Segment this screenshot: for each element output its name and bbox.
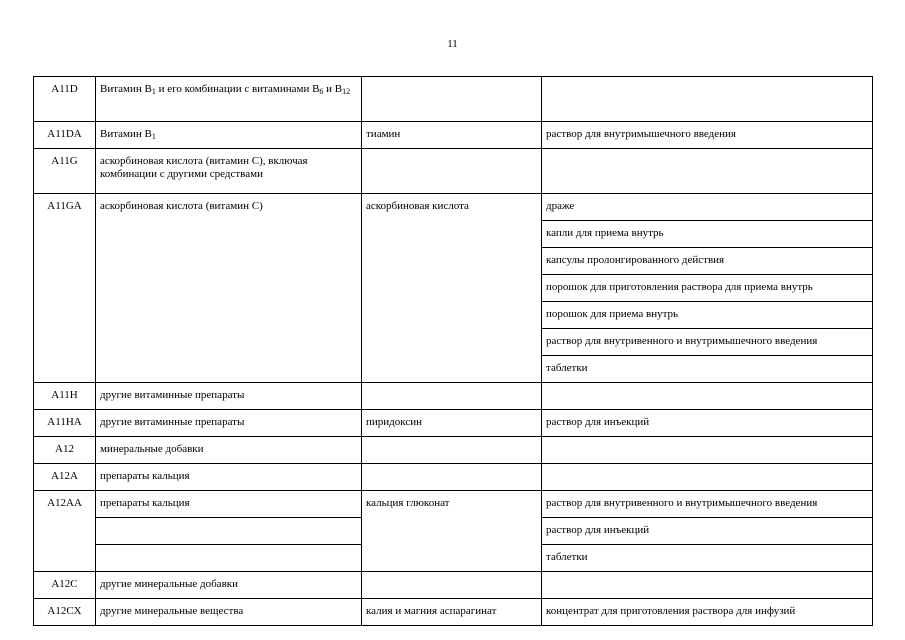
form-cell: капсулы пролонгированного действия xyxy=(542,248,873,275)
form-cell: раствор для внутривенного и внутримышечного введения xyxy=(542,491,873,518)
form-cell: раствор для инъекций xyxy=(542,518,873,545)
form-cell xyxy=(542,77,873,122)
group-name-empty xyxy=(96,518,362,545)
inn-cell: тиамин xyxy=(362,122,542,149)
table-row xyxy=(34,599,873,626)
subscript: 12 xyxy=(342,87,351,96)
inn-cell xyxy=(362,572,542,599)
page-number: 11 xyxy=(447,38,458,50)
group-name: другие минеральные вещества xyxy=(96,599,362,626)
table-row xyxy=(34,464,873,491)
name-part: Витамин B xyxy=(100,83,152,95)
subscript: 1 xyxy=(151,87,156,96)
table-row xyxy=(34,572,873,599)
form-cell xyxy=(542,383,873,410)
atc-code: A11G xyxy=(34,149,96,194)
group-name: минеральные добавки xyxy=(96,437,362,464)
atc-code: A12AA xyxy=(34,491,96,572)
subscript: 1 xyxy=(151,132,156,141)
form-cell: таблетки xyxy=(542,356,873,383)
atc-code: A11GA xyxy=(34,194,96,383)
form-cell: раствор для внутривенного и внутримышечного введения xyxy=(542,329,873,356)
form-cell: порошок для приема внутрь xyxy=(542,302,873,329)
group-name-empty xyxy=(96,545,362,572)
name-part: и его комбинации с витаминами B xyxy=(155,83,320,95)
group-name: другие минеральные добавки xyxy=(96,572,362,599)
atc-code: A12A xyxy=(34,464,96,491)
group-name: аскорбиновая кислота (витамин С) xyxy=(96,194,362,383)
table-row xyxy=(34,491,873,518)
name-part: и B xyxy=(323,83,343,95)
atc-code: A12CX xyxy=(34,599,96,626)
inn-cell: кальция глюконат xyxy=(362,491,542,572)
form-cell: раствор для внутримышечного введения xyxy=(542,122,873,149)
atc-code: A11DA xyxy=(34,122,96,149)
table-row xyxy=(34,410,873,437)
group-name: другие витаминные препараты xyxy=(96,410,362,437)
group-name: препараты кальция xyxy=(96,464,362,491)
inn-cell xyxy=(362,464,542,491)
table-row xyxy=(34,77,873,122)
table-row xyxy=(34,383,873,410)
group-name: другие витаминные препараты xyxy=(96,383,362,410)
inn-cell: пиридоксин xyxy=(362,410,542,437)
group-name xyxy=(96,122,362,149)
table-row xyxy=(34,149,873,194)
form-cell: порошок для приготовления раствора для приема внутрь xyxy=(542,275,873,302)
atc-code: A11H xyxy=(34,383,96,410)
form-cell xyxy=(542,149,873,194)
group-name: препараты кальция xyxy=(96,491,362,518)
group-name xyxy=(96,77,362,122)
form-cell: раствор для инъекций xyxy=(542,410,873,437)
inn-cell: аскорбиновая кислота xyxy=(362,194,542,383)
form-cell: таблетки xyxy=(542,545,873,572)
inn-cell xyxy=(362,77,542,122)
table-row xyxy=(34,194,873,221)
form-cell xyxy=(542,437,873,464)
atc-code: A11HA xyxy=(34,410,96,437)
name-part: Витамин B xyxy=(100,128,152,140)
inn-cell xyxy=(362,437,542,464)
form-cell: концентрат для приготовления раствора для инфузий xyxy=(542,599,873,626)
subscript: 6 xyxy=(319,87,324,96)
inn-cell: калия и магния аспарагинат xyxy=(362,599,542,626)
group-name: аскорбиновая кислота (витамин С), включая комбинации с другими средствами xyxy=(96,149,362,194)
drug-table xyxy=(33,76,873,626)
atc-code: A11D xyxy=(34,77,96,122)
inn-cell xyxy=(362,149,542,194)
form-cell xyxy=(542,572,873,599)
form-cell: капли для приема внутрь xyxy=(542,221,873,248)
form-cell xyxy=(542,464,873,491)
atc-code: A12 xyxy=(34,437,96,464)
inn-cell xyxy=(362,383,542,410)
table-row xyxy=(34,437,873,464)
atc-code: A12C xyxy=(34,572,96,599)
table-row xyxy=(34,122,873,149)
form-cell: драже xyxy=(542,194,873,221)
